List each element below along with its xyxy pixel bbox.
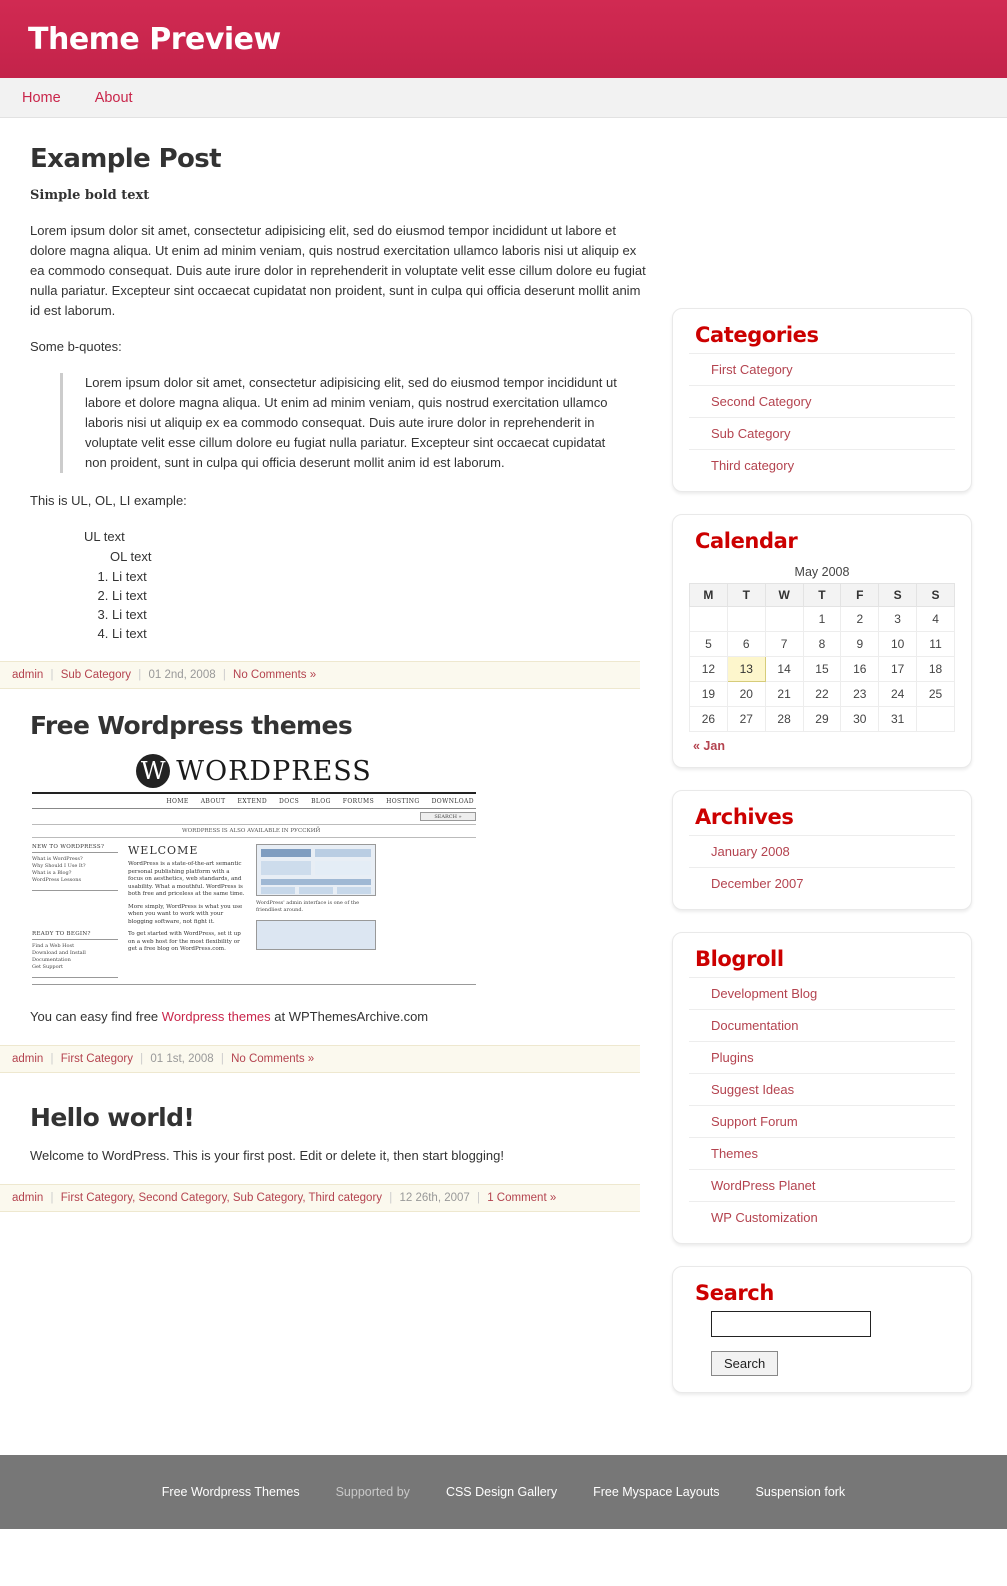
calendar-caption: May 2008 [794, 565, 850, 579]
category-link[interactable]: Third category [711, 458, 795, 473]
wordpress-logo-text: WORDPRESS [176, 755, 372, 787]
wp-nav-item: EXTEND [237, 798, 268, 805]
list-item [689, 417, 955, 449]
calendar-day-today: 13 [727, 657, 765, 682]
meta-categories[interactable]: First Category [60, 1053, 133, 1065]
blogroll-link[interactable]: Themes [711, 1146, 758, 1161]
meta-separator: | [220, 1053, 224, 1065]
weekday-header: W [765, 584, 803, 607]
list-item: 1. Li text [112, 567, 652, 586]
site-header [0, 0, 1007, 78]
category-link[interactable]: Second Category [711, 394, 812, 409]
meta-comments[interactable]: No Comments » [231, 1053, 315, 1065]
list-item [689, 977, 955, 1009]
wp-list-item: What is WordPress? [32, 856, 83, 862]
meta-separator: | [477, 1192, 480, 1204]
list-item: 4. Li text [112, 624, 652, 643]
wordpress-nav [32, 794, 476, 809]
weekday-header: F [841, 584, 879, 607]
wp-search-button: SEARCH » [420, 812, 476, 821]
meta-categories[interactable]: Sub Category [60, 669, 132, 681]
calendar-day: 25 [917, 682, 955, 707]
ol-text: OL text [110, 549, 152, 564]
calendar-day [917, 707, 955, 732]
calendar-day: 10 [879, 632, 917, 657]
widget-title: Archives [695, 805, 794, 829]
widget-title: Blogroll [695, 947, 784, 971]
wp-list-item: Documentation [32, 957, 71, 963]
wp-divider [32, 977, 118, 978]
footer-link-free-wordpress-themes[interactable]: Free Wordpress Themes [161, 1485, 300, 1499]
list-item [689, 449, 955, 481]
calendar-day: 12 [690, 657, 728, 682]
wp-list-item: Download and Install [32, 950, 86, 956]
calendar-day: 18 [917, 657, 955, 682]
weekday-header: T [803, 584, 841, 607]
post-example [12, 144, 652, 689]
calendar-header-row [690, 584, 955, 607]
calendar-day: 2 [841, 607, 879, 632]
wp-list-item: Find a Web Host [32, 943, 75, 949]
meta-separator: | [140, 1053, 144, 1065]
meta-date: 01 2nd, 2008 [148, 669, 216, 681]
nav-item-about[interactable]: About [94, 89, 133, 106]
calendar-footer [689, 732, 955, 757]
widget-title: Categories [695, 323, 819, 347]
widget-categories [672, 308, 972, 492]
list-item: 2. Li text [112, 586, 652, 605]
wp-left-column [32, 844, 118, 978]
calendar-week-row [690, 607, 955, 632]
calendar-week-row [690, 707, 955, 732]
post-paragraph: Lorem ipsum dolor sit amet, consectetur adipisicing elit, sed do eiusmod tempor incididunt ut labore et dolore magna aliqua. Ut enim ad minim veniam, quis nostrud exercitation ullamco laboris nisi ut aliquip ex ea commodo consequat. Duis aute irure dolor in reprehenderit in voluptate velit esse cillum dolore eu fugiat nulla pariatur. Excepteur sint occaecat cupidatat non proident, sunt in culpa qui officia deserunt mollit anim id est laborum. [30, 223, 646, 318]
caption-after: at WPThemesArchive.com [270, 1009, 429, 1024]
wp-admin-thumbnail [256, 844, 376, 896]
main-content [0, 118, 682, 1222]
wp-list-item: Why Should I Use It? [32, 863, 86, 869]
category-link[interactable]: Sub Category [711, 426, 791, 441]
wp-columns [32, 838, 476, 978]
wp-paragraph: To get started with WordPress, set it up on a web host for the most flexibility or get a free blog on WordPress.com. [128, 931, 241, 952]
search-button[interactable]: Search [711, 1351, 778, 1376]
calendar-day: 15 [803, 657, 841, 682]
calendar-day: 19 [690, 682, 728, 707]
calendar-day: 22 [803, 682, 841, 707]
weekday-header: S [917, 584, 955, 607]
calendar-day: 24 [879, 682, 917, 707]
wp-nav-item: DOWNLOAD [431, 798, 474, 805]
blogroll-link[interactable]: Suggest Ideas [711, 1082, 795, 1097]
calendar-day: 5 [690, 632, 728, 657]
list-item [689, 835, 955, 867]
widget-title: Calendar [695, 529, 798, 553]
calendar-day: 7 [765, 632, 803, 657]
list-item [689, 1169, 955, 1201]
blockquote: Lorem ipsum dolor sit amet, consectetur adipisicing elit, sed do eiusmod tempor incididunt ut labore et dolore magna aliqua. Ut enim ad minim veniam, quis nostrud exercitation ullamco laboris nisi ut aliquip ex ea commodo consequat. Duis aute irure dolor in reprehenderit in voluptate velit esse cillum dolore eu fugiat nulla pariatur. Excepteur sint occaecat cupidatat non proident, sunt in culpa qui officia deserunt mollit anim id est laborum. [60, 373, 630, 473]
list-item [689, 1201, 955, 1233]
widget-calendar [672, 514, 972, 768]
wp-divider [32, 890, 118, 891]
wp-list-item: Get Support [32, 964, 64, 970]
meta-author[interactable]: admin [12, 1053, 44, 1065]
wp-paragraph: WordPress is a state-of-the-art semantic personal publishing platform with a focus on aesthetics, web standards, and usability. What a mouthful. WordPress is both free and priceless at the same time. [128, 861, 245, 897]
wp-list-item: WordPress Lessons [32, 877, 82, 883]
list-item [689, 1073, 955, 1105]
calendar-day: 14 [765, 657, 803, 682]
meta-separator: | [50, 1053, 54, 1065]
post-caption [30, 1007, 652, 1027]
widget-title: Search [695, 1281, 774, 1305]
calendar-day: 6 [727, 632, 765, 657]
site-title: Theme Preview [28, 21, 281, 57]
post-free-wordpress-themes [12, 711, 652, 1073]
wp-welcome-heading: WELCOME [128, 844, 199, 857]
wordpress-screenshot [32, 754, 476, 985]
calendar-week-row [690, 657, 955, 682]
wp-nav-item: ABOUT [200, 798, 226, 805]
category-link[interactable]: First Category [711, 362, 793, 377]
sidebar [672, 118, 972, 1415]
blogroll-link[interactable]: Plugins [711, 1050, 754, 1065]
wordpress-themes-link[interactable]: Wordpress themes [161, 1009, 271, 1024]
ul-text: UL text [84, 529, 125, 544]
meta-separator: | [222, 669, 226, 681]
footer-link-css-design-gallery[interactable]: CSS Design Gallery [445, 1485, 558, 1499]
calendar-day: 30 [841, 707, 879, 732]
calendar-day: 16 [841, 657, 879, 682]
meta-comments[interactable]: 1 Comment » [487, 1192, 557, 1204]
calendar-day: 8 [803, 632, 841, 657]
calendar-day: 31 [879, 707, 917, 732]
meta-author[interactable]: admin [12, 1192, 44, 1204]
wp-search-row [32, 809, 476, 824]
post-meta [0, 1045, 640, 1073]
list-intro: This is UL, OL, LI example: [30, 493, 187, 508]
wordpress-logo-icon: W [136, 754, 170, 788]
calendar-day: 23 [841, 682, 879, 707]
post-hello-world [12, 1103, 652, 1212]
calendar-week-row [690, 632, 955, 657]
post-title: Hello world! [30, 1103, 195, 1132]
main-navigation [0, 78, 1007, 118]
list-example [58, 527, 652, 643]
post-meta [0, 1184, 640, 1212]
list-item [689, 1009, 955, 1041]
weekday-header: T [727, 584, 765, 607]
calendar-day [727, 607, 765, 632]
post-paragraph: Welcome to WordPress. This is your first post. Edit or delete it, then start blogging! [30, 1148, 504, 1163]
post-lead: Simple bold text [30, 188, 150, 203]
meta-separator: | [50, 1192, 54, 1204]
weekday-header: S [879, 584, 917, 607]
meta-separator: | [50, 669, 54, 681]
list-item [689, 867, 955, 899]
calendar-day: 29 [803, 707, 841, 732]
calendar-day: 17 [879, 657, 917, 682]
list-item [689, 353, 955, 385]
wp-box-title: NEW TO WORDPRESS? [32, 844, 118, 853]
calendar-day: 26 [690, 707, 728, 732]
calendar-day [690, 607, 728, 632]
footer-link-suspension-fork[interactable]: Suspension fork [755, 1485, 846, 1499]
calendar-day: 27 [727, 707, 765, 732]
calendar-day: 11 [917, 632, 955, 657]
wp-banner: WORDPRESS IS ALSO AVAILABLE IN РУССКИЙ [32, 824, 476, 838]
post-title: Free Wordpress themes [30, 711, 353, 740]
wp-secondary-thumbnail [256, 920, 376, 950]
list-item [689, 385, 955, 417]
wp-nav-item: DOCS [279, 798, 300, 805]
nav-item-home[interactable]: Home [22, 89, 61, 106]
post-meta [0, 661, 640, 689]
wp-paragraph: More simply, WordPress is what you use when you want to work with your blogging software, not fight it. [128, 903, 243, 925]
wp-middle-column [128, 844, 246, 978]
calendar-day: 20 [727, 682, 765, 707]
widget-blogroll [672, 932, 972, 1244]
blogroll-link[interactable]: Development Blog [711, 986, 818, 1001]
wp-nav-item: FORUMS [342, 798, 375, 805]
calendar-day: 4 [917, 607, 955, 632]
meta-date: 01 1st, 2008 [150, 1053, 214, 1065]
wp-right-column [256, 844, 376, 978]
wp-list-item: What is a Blog? [32, 870, 72, 876]
blogroll-link[interactable]: WordPress Planet [711, 1178, 816, 1193]
caption-before: You can easy find free [30, 1009, 162, 1024]
calendar-day [765, 607, 803, 632]
meta-comments[interactable]: No Comments » [233, 669, 317, 681]
blogroll-link[interactable]: Support Forum [711, 1114, 798, 1129]
calendar-week-row [690, 682, 955, 707]
wordpress-logo [32, 754, 476, 794]
list-item [689, 1137, 955, 1169]
wp-caption: WordPress' admin interface is one of the friendliest around. [256, 900, 360, 913]
calendar-day: 9 [841, 632, 879, 657]
calendar-prev-link[interactable]: « Jan [693, 739, 725, 753]
calendar-day: 3 [879, 607, 917, 632]
wp-footer-divider [32, 984, 476, 985]
wp-box-title: READY TO BEGIN? [32, 931, 118, 940]
archives-list [689, 835, 955, 899]
list-item: 3. Li text [112, 605, 652, 624]
blogroll-list [689, 977, 955, 1233]
categories-list [689, 353, 955, 481]
calendar-day: 21 [765, 682, 803, 707]
list-item [689, 1041, 955, 1073]
ordered-list [112, 567, 652, 643]
search-input[interactable] [711, 1311, 871, 1337]
meta-date: 12 26th, 2007 [399, 1192, 470, 1204]
site-footer [0, 1455, 1007, 1529]
wp-nav-item: HOME [166, 798, 189, 805]
calendar-day: 28 [765, 707, 803, 732]
archive-link[interactable]: January 2008 [711, 844, 790, 859]
wp-nav-item: BLOG [311, 798, 331, 805]
quote-intro: Some b-quotes: [30, 339, 122, 354]
wp-nav-item: HOSTING [386, 798, 420, 805]
footer-supported-by: Supported by [335, 1485, 410, 1499]
post-title: Example Post [30, 144, 221, 174]
list-item [689, 1105, 955, 1137]
page-body [0, 118, 1007, 1415]
blogroll-link[interactable]: WP Customization [711, 1210, 818, 1225]
weekday-header: M [690, 584, 728, 607]
calendar-day: 1 [803, 607, 841, 632]
meta-author[interactable]: admin [12, 669, 44, 681]
meta-categories[interactable]: First Category, Second Category, Sub Category, Third category [60, 1192, 383, 1204]
blogroll-link[interactable]: Documentation [711, 1018, 799, 1033]
footer-link-free-myspace-layouts[interactable]: Free Myspace Layouts [593, 1485, 720, 1499]
widget-search [672, 1266, 972, 1393]
meta-separator: | [389, 1192, 393, 1204]
calendar-table [689, 583, 955, 732]
widget-archives [672, 790, 972, 910]
archive-link[interactable]: December 2007 [711, 876, 804, 891]
meta-separator: | [138, 669, 142, 681]
